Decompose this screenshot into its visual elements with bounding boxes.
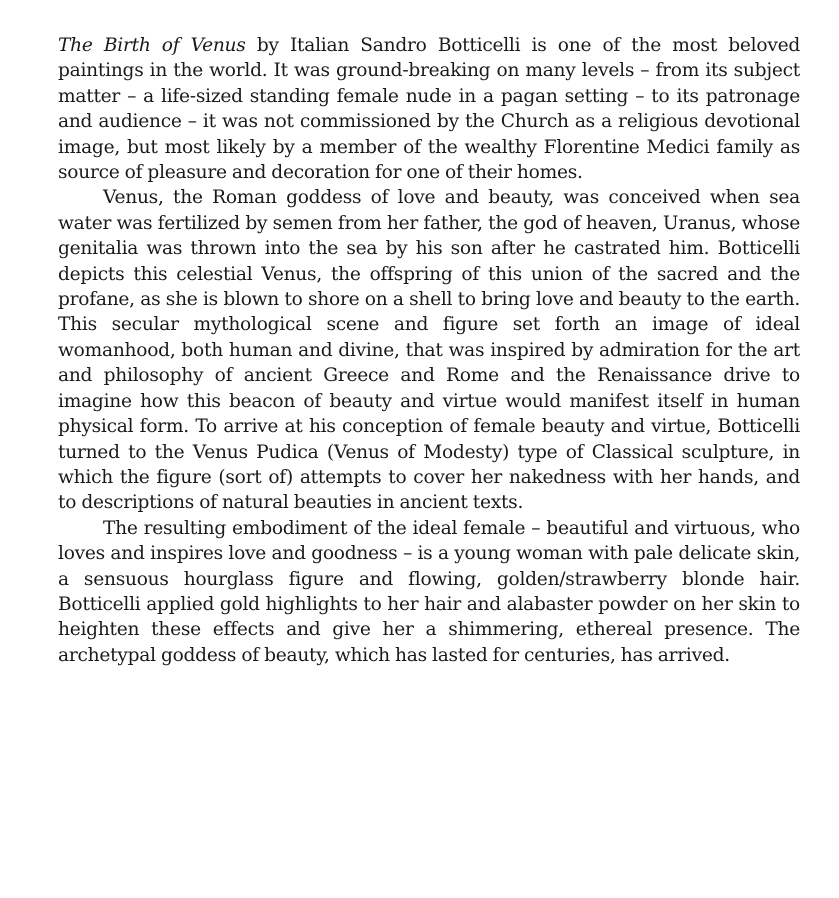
paragraph-venus-origin-text: Venus, the Roman goddess of love and beauty, was conceived when sea water was fertilized by semen from her father, the god of heaven, Uranus, whose genitalia was thrown into the sea by his son after he castrated him. Botticelli depicts this celestial Venus, the offspring of this union of the sacred and the profane, as she is blown to shore on a shell to bring love and beauty to the earth. This secular mythological scene and figure set forth an image of ideal womanhood, both human and divine, that was inspired by admiration for the art and philosophy of ancient Greece and Rome and the Renaissance drive to imagine how this beacon of beauty and virtue would manifest itself in human physical form. To arrive at his conception of female beauty and virtue, Botticelli turned to the Venus Pudica (Venus of Modesty) type of Classical sculpture, in which the figure (sort of) attempts to cover her nakedness with her hands, and to descriptions of natural beauties in ancient texts. [58,187,800,514]
painting-title: The Birth of Venus [58,35,246,56]
paragraph-intro [58,33,800,185]
paragraph-embodiment-text: The resulting embodiment of the ideal female – beautiful and virtuous, who loves and inspires love and goodness – is a young woman with pale delicate skin, a sensuous hourglass figure and flowing, golden/strawberry blonde hair. Botticelli applied gold highlights to her hair and alabaster powder on her skin to heighten these effects and give her a shimmering, ethereal presence. The archetypal goddess of beauty, which has lasted for centuries, has arrived. [58,517,800,666]
paragraph-intro-text: by Italian Sandro Botticelli is one of the most beloved paintings in the world. It was ground-breaking on many levels – from its subject matter – a life-sized standing female nude in a pagan setting – to its patronage and audience – it was not commissioned by the Church as a religious devotional image, but most likely by a member of the wealthy Florentine Medici family as source of pleasure and decoration for one of their homes. [58,35,800,184]
document-body [58,33,800,668]
paragraph-embodiment [58,516,800,668]
paragraph-venus-origin [58,185,800,515]
